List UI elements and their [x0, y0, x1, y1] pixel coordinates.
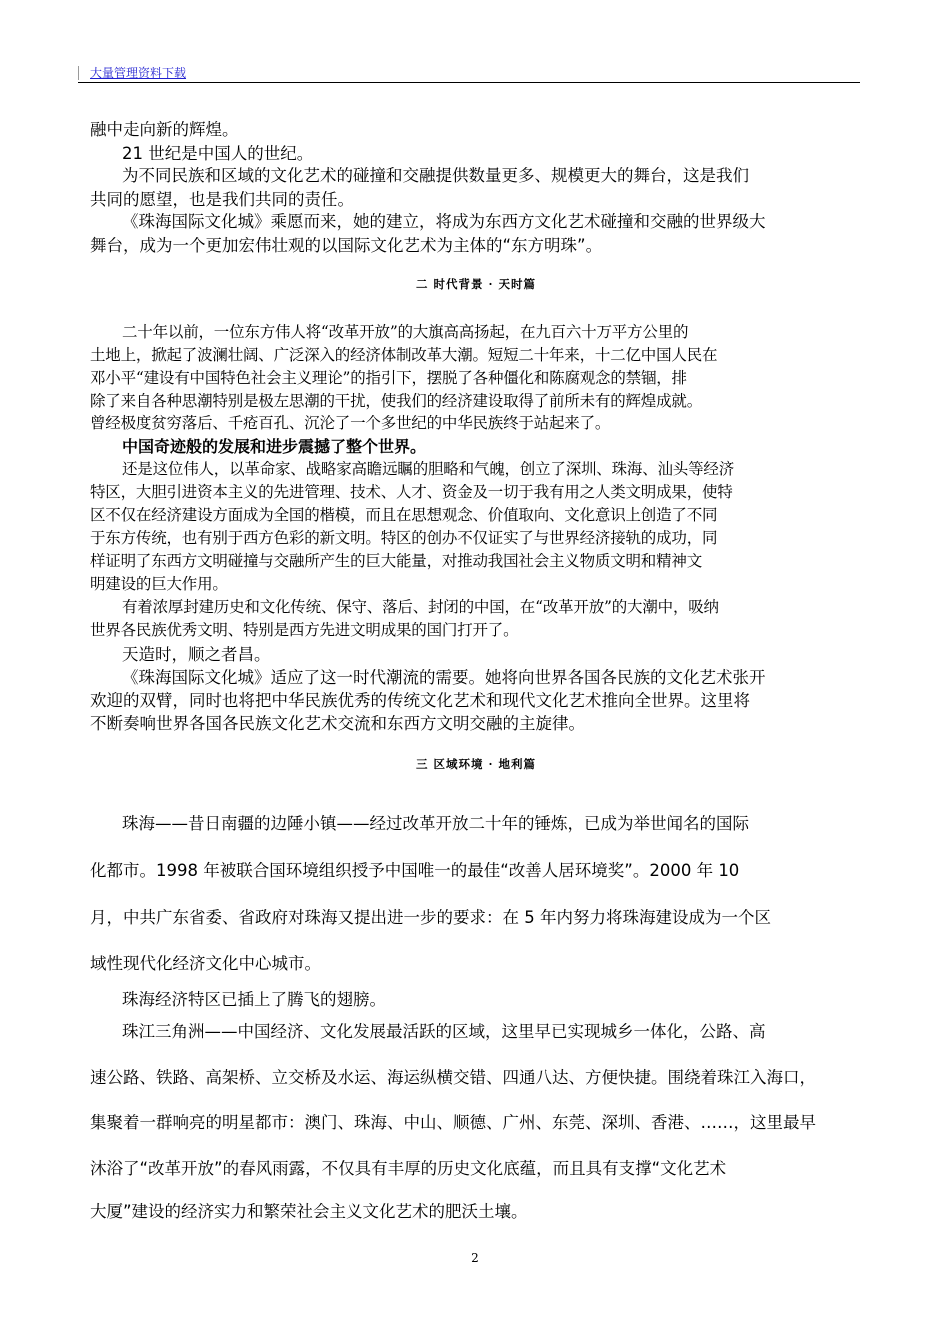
text-line: 《珠海国际文化城》乘愿而来，她的建立，将成为东西方文化艺术碰撞和交融的世界级大 [122, 212, 766, 231]
text-line: 不断奏响世界各国各民族文化艺术交流和东西方文明交融的主旋律。 [90, 714, 585, 733]
text-line: 化都市。1998 年被联合国环境组织授予中国唯一的最佳“改善人居环境奖”。2000 年 10 [90, 861, 740, 880]
text-line: 速公路、铁路、高架桥、立交桥及水运、海运纵横交错、四通八达、方便快捷。围绕着珠江入海口， [90, 1068, 816, 1087]
text-line: 世界各民族优秀文明、特别是西方先进文明成果的国门打开了。 [90, 621, 519, 639]
text-line: 样证明了东西方文明碰撞与交融所产生的巨大能量，对推动我国社会主义物质文明和精神文 [90, 552, 703, 570]
page-number: 2 [471, 1251, 479, 1265]
text-line: 有着浓厚封建历史和文化传统、保守、落后、封闭的中国，在“改革开放”的大潮中，吸纳 [122, 598, 719, 616]
header-divider [78, 66, 79, 80]
text-line: 明建设的巨大作用。 [90, 575, 228, 593]
text-line: 舞台，成为一个更加宏伟壮观的以国际文化艺术为主体的“东方明珠”。 [90, 236, 603, 255]
text-line: 沐浴了“改革开放”的春风雨露，不仅具有丰厚的历史文化底蕴，而且具有支撑“文化艺术 [90, 1159, 727, 1178]
text-line: 月，中共广东省委、省政府对珠海又提出进一步的要求：在 5 年内努力将珠海建设成为一个区 [90, 908, 771, 927]
text-line: 除了来自各种思潮特别是极左思潮的干扰，使我们的经济建设取得了前所未有的辉煌成就。 [90, 392, 703, 410]
text-line: 大厦”建设的经济实力和繁荣社会主义文化艺术的肥沃土壤。 [90, 1202, 528, 1221]
header-download-link[interactable]: 大量管理资料下载 [90, 66, 187, 80]
text-line: 欢迎的双臂，同时也将把中华民族优秀的传统文化艺术和现代文化艺术推向全世界。这里将 [90, 691, 750, 710]
text-line: 特区，大胆引进资本主义的先进管理、技术、人才、资金及一切于我有用之人类文明成果，使特 [90, 483, 733, 501]
page-header [78, 64, 860, 83]
text-line: 区不仅在经济建设方面成为全国的楷模，而且在思想观念、价值取向、文化意识上创造了不同 [90, 506, 718, 524]
section-heading-era: 二 时代背景 · 天时篇 [415, 277, 536, 291]
text-line: 于东方传统，也有别于西方色彩的新文明。特区的创办不仅证实了与世界经济接轨的成功，同 [90, 529, 718, 547]
text-line: 珠海——昔日南疆的边陲小镇——经过改革开放二十年的锤炼，已成为举世闻名的国际 [122, 814, 749, 833]
text-line: 天造时，顺之者昌。 [122, 645, 271, 664]
text-line: 融中走向新的辉煌。 [90, 120, 239, 139]
text-line: 曾经极度贫穷落后、千疮百孔、沉沦了一个多世纪的中华民族终于站起来了。 [90, 414, 611, 432]
bold-statement: 中国奇迹般的发展和进步震撼了整个世界。 [122, 437, 427, 456]
text-line: 邓小平“建设有中国特色社会主义理论”的指引下，摆脱了各种僵化和陈腐观念的禁锢，排 [90, 369, 687, 387]
text-line: 珠海经济特区已插上了腾飞的翅膀。 [122, 990, 386, 1009]
section-heading-region: 三 区域环境 · 地利篇 [415, 757, 536, 771]
text-line: 21 世纪是中国人的世纪。 [122, 144, 314, 163]
text-line: 为不同民族和区域的文化艺术的碰撞和交融提供数量更多、规模更大的舞台，这是我们 [122, 166, 749, 185]
text-line: 土地上，掀起了波澜壮阔、广泛深入的经济体制改革大潮。短短二十年来，十二亿中国人民在 [90, 346, 718, 364]
text-line: 二十年以前，一位东方伟人将“改革开放”的大旗高高扬起，在九百六十万平方公里的 [122, 323, 689, 341]
text-line: 域性现代化经济文化中心城市。 [90, 954, 321, 973]
text-line: 集聚着一群响亮的明星都市：澳门、珠海、中山、顺德、广州、东莞、深圳、香港、……，这里最早 [90, 1113, 816, 1132]
text-line: 共同的愿望，也是我们共同的责任。 [90, 190, 354, 209]
text-line: 珠江三角洲——中国经济、文化发展最活跃的区域，这里早已实现城乡一体化，公路、高 [122, 1022, 766, 1041]
text-line: 还是这位伟人，以革命家、战略家高瞻远瞩的胆略和气魄，创立了深圳、珠海、汕头等经济 [122, 460, 735, 478]
text-line: 《珠海国际文化城》适应了这一时代潮流的需要。她将向世界各国各民族的文化艺术张开 [122, 668, 766, 687]
